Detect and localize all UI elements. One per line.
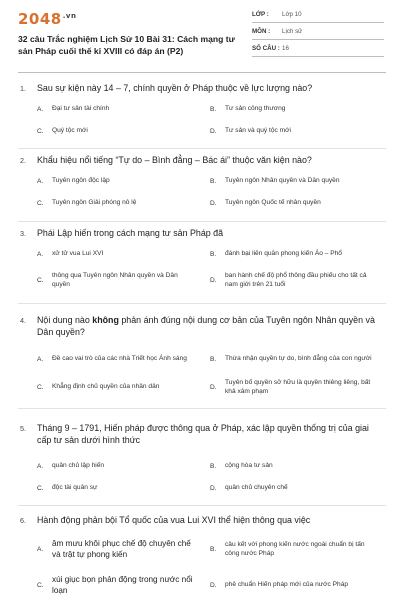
option-letter: A. <box>37 250 44 258</box>
option-text: Tuyên ngôn Giải phóng nô lệ <box>52 199 137 207</box>
question-text-emphasis: không <box>92 315 119 325</box>
option-d[interactable] <box>210 192 380 214</box>
meta-row-question-count <box>252 45 384 57</box>
option-letter: C. <box>37 581 44 589</box>
site-logo[interactable]: $2048^{.vn}$ <box>18 10 77 28</box>
option-text: ban hành chế độ phổ thông đầu phiếu cho tất cả nam giới trên 21 tuổi <box>225 271 367 288</box>
option-b[interactable] <box>210 98 380 120</box>
option-text: Tư sản và quý tộc mới <box>225 127 291 135</box>
meta-label: MÔN : <box>252 28 271 35</box>
option-text: quân chủ chuyên chế <box>225 484 288 492</box>
option-letter: A. <box>37 105 44 113</box>
option-text: đánh bại liên quân phong kiến Áo – Phổ <box>225 250 342 258</box>
option-d[interactable] <box>210 570 380 600</box>
option-text: phê chuẩn Hiến pháp mới của nước Pháp <box>225 581 349 589</box>
question-text-end: phản ánh đúng nội dung cơ bản của Tuyên ngôn Nhân quyền và Dân quyền? <box>37 315 375 337</box>
option-letter: C. <box>37 127 44 135</box>
option-text: Khẳng định chủ quyền của nhân dân <box>52 383 160 391</box>
option-letter: A. <box>37 462 44 470</box>
header-divider <box>18 72 386 73</box>
option-a[interactable] <box>37 455 197 477</box>
option-b[interactable] <box>210 455 380 477</box>
option-text: Tuyên ngôn độc lập <box>52 177 110 185</box>
option-b[interactable] <box>210 534 380 564</box>
option-b[interactable] <box>210 170 380 192</box>
option-text: xúi giục bọn phản động trong nước nổi loạn <box>52 575 193 595</box>
question-text: Sau sự kiện này 14 – 7, chính quyền ở Pháp thuộc về lực lượng nào? <box>37 83 313 93</box>
option-letter: B. <box>210 250 217 258</box>
option-letter: C. <box>37 484 44 492</box>
question-number: 4. <box>20 316 26 325</box>
question-separator <box>18 148 386 149</box>
document-meta <box>252 11 384 62</box>
option-c[interactable] <box>37 269 197 291</box>
question-text: Tháng 9 – 1791, Hiến pháp được thông qua ở Pháp, xác lập quyền thống trị của giai cấp tư sản dưới hình thức <box>37 423 369 445</box>
question-number: 2. <box>20 156 26 165</box>
option-text: Tuyên ngôn Nhân quyền và Dân quyền <box>225 177 340 185</box>
option-b[interactable] <box>210 243 380 265</box>
option-letter: C. <box>37 199 44 207</box>
meta-value: Lớp 10 <box>282 11 302 18</box>
option-a[interactable] <box>37 348 197 370</box>
option-letter: D. <box>210 581 217 589</box>
question-number: 5. <box>20 424 26 433</box>
question-number: 6. <box>20 516 26 525</box>
option-text: Đại tư sản tài chính <box>52 105 110 113</box>
document-header <box>0 0 400 70</box>
option-a[interactable] <box>37 170 197 192</box>
option-letter: A. <box>37 545 44 553</box>
question-separator <box>18 221 386 222</box>
option-a[interactable] <box>37 98 197 120</box>
question-separator <box>18 408 386 409</box>
question-number: 1. <box>20 84 26 93</box>
option-letter: B. <box>210 545 217 553</box>
option-a[interactable] <box>37 534 197 564</box>
question-text: Phái Lập hiến trong cách mạng tư sản Pháp đã <box>37 228 224 238</box>
question-separator <box>18 303 386 304</box>
option-d[interactable] <box>210 120 380 142</box>
option-text: âm mưu khôi phục chế độ chuyên chế và trật tự phong kiến <box>52 539 191 559</box>
option-text: câu kết với phong kiến nước ngoài chuẩn bị tấn công nước Pháp <box>225 540 365 557</box>
option-letter: A. <box>37 177 44 185</box>
option-c[interactable] <box>37 192 197 214</box>
meta-value: Lịch sử <box>282 28 303 35</box>
option-letter: B. <box>210 177 217 185</box>
meta-row-grade <box>252 11 384 23</box>
meta-row-subject <box>252 28 384 40</box>
option-d[interactable] <box>210 269 380 291</box>
option-text: Tuyên ngôn Quốc tế nhân quyền <box>225 199 321 207</box>
option-letter: D. <box>210 127 217 135</box>
question-number: 3. <box>20 229 26 238</box>
option-c[interactable] <box>37 570 197 600</box>
option-text: Quý tộc mới <box>52 127 88 135</box>
option-c[interactable] <box>37 120 197 142</box>
option-text: Tuyên bố quyền sở hữu là quyền thiêng liêng, bất khả xâm phạm <box>225 378 371 395</box>
option-letter: D. <box>210 484 217 492</box>
meta-label: LỚP : <box>252 11 269 18</box>
option-b[interactable] <box>210 348 380 370</box>
option-letter: B. <box>210 105 217 113</box>
option-letter: A. <box>37 355 44 363</box>
option-d[interactable] <box>210 376 380 398</box>
option-text: độc tài quân sự <box>52 484 98 492</box>
option-text: cộng hòa tư sản <box>225 462 273 470</box>
option-letter: B. <box>210 355 217 363</box>
option-letter: D. <box>210 199 217 207</box>
option-letter: D. <box>210 383 217 391</box>
option-letter: D. <box>210 276 217 284</box>
option-text: Thừa nhận quyền tự do, bình đẳng của con người <box>225 355 372 363</box>
option-a[interactable] <box>37 243 197 265</box>
document-title: 32 câu Trắc nghiệm Lịch Sử 10 Bài 31: Cách mạng tư sản Pháp cuối thế kỉ XVIII có đáp án (P2) <box>18 34 235 56</box>
logo-suffix: .vn <box>62 12 77 20</box>
option-c[interactable] <box>37 376 197 398</box>
option-text: Đề cao vai trò của các nhà Triết học Ánh sáng <box>52 355 187 363</box>
question-text: Hành động phản bội Tổ quốc của vua Lui XVI thể hiện thông qua việc <box>37 515 311 525</box>
option-letter: C. <box>37 276 44 284</box>
option-text: Tư sản công thương <box>225 105 286 113</box>
question-text-start: Nội dung nào <box>37 315 93 325</box>
question-text: Khẩu hiệu nổi tiếng “Tự do – Bình đẳng – Bác ái” thuộc văn kiện nào? <box>37 155 312 165</box>
option-text: xử tử vua Lui XVI <box>52 250 104 258</box>
question-text <box>37 314 378 338</box>
question-separator <box>18 505 386 506</box>
option-letter: C. <box>37 383 44 391</box>
option-text: thông qua Tuyên ngôn Nhân quyền và Dân quyền <box>52 271 178 288</box>
option-d[interactable] <box>210 477 380 499</box>
option-letter: B. <box>210 462 217 470</box>
meta-value: 16 <box>282 45 289 52</box>
meta-label: SỐ CÂU : <box>252 45 280 52</box>
option-c[interactable] <box>37 477 197 499</box>
option-text: quân chủ lập hiến <box>52 462 105 470</box>
